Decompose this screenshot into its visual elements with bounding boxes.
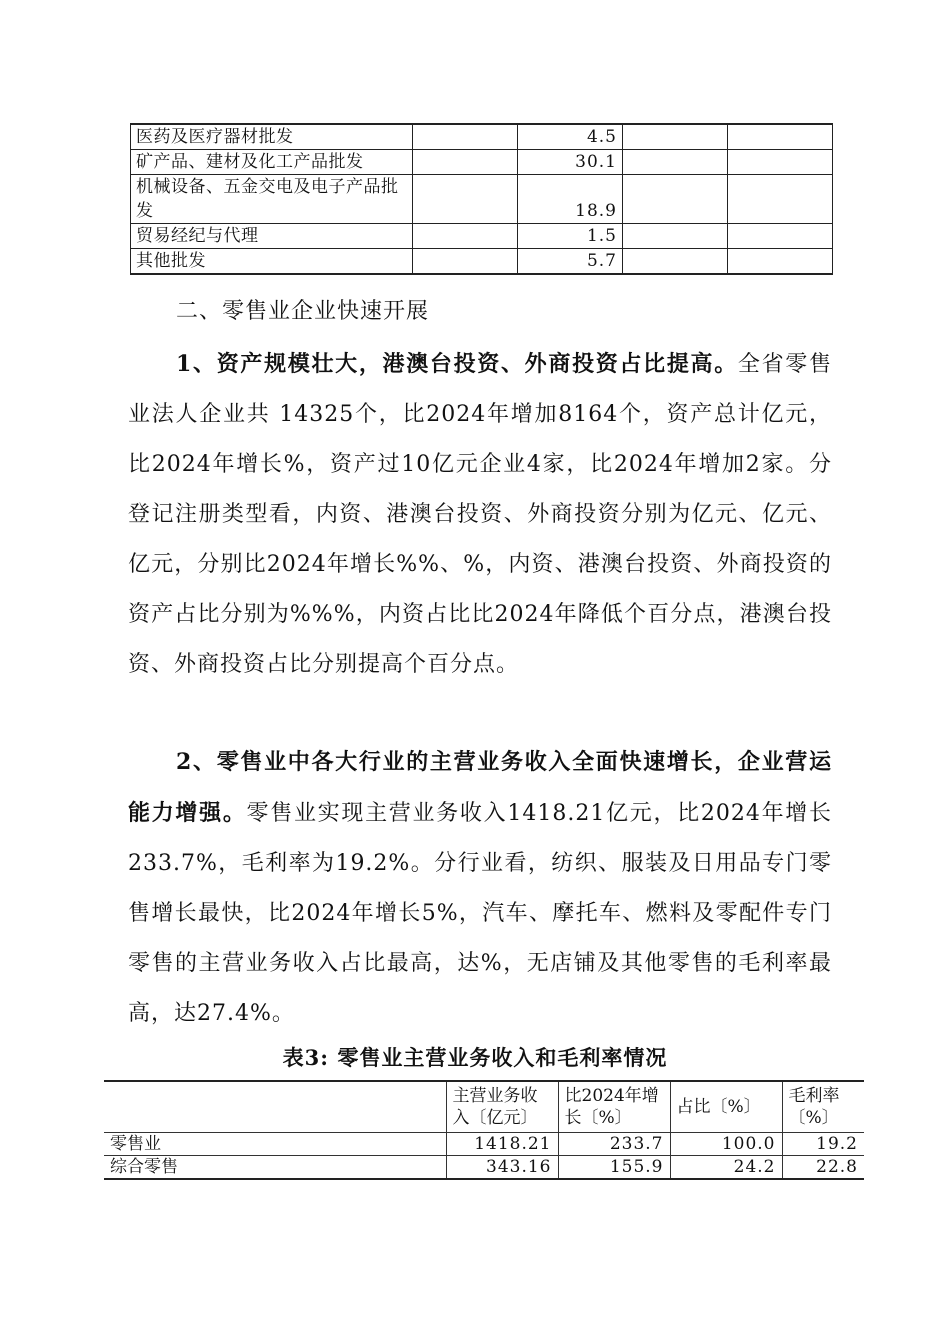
row-revenue: 1418.21 [446,1133,558,1156]
paragraph-assets [128,339,832,690]
empty-cell [623,150,728,175]
paragraph-body: 零售业实现主营业务收入1418.21亿元，比2024年增长233.7%，毛利率为19.2%。分行业看，纺织、服装及日用品专门零售增长最快，比2024年增长5%，汽车、摩托车、燃料及零配件专门零售的主营业务收入占比最高，达%，无店铺及其他零售的毛利率最高，达27.4%。 [128,801,832,1026]
row-growth: 155.9 [558,1156,670,1180]
row-value: 1.5 [518,224,623,249]
table-row [131,150,833,175]
row-value: 5.7 [518,249,623,275]
row-name: 零售业 [104,1133,446,1156]
row-label: 矿产品、建材及化工产品批发 [131,150,413,175]
table-row [131,249,833,275]
table-row [131,224,833,249]
empty-cell [728,124,833,150]
empty-cell [728,249,833,275]
row-margin: 22.8 [782,1156,864,1180]
row-value: 30.1 [518,150,623,175]
row-label: 医药及医疗器材批发 [131,124,413,150]
empty-cell [413,150,518,175]
row-share: 100.0 [670,1133,782,1156]
row-revenue: 343.16 [446,1156,558,1180]
paragraph-lead: 1、资产规模壮大，港澳台投资、外商投资占比提高。 [176,351,738,377]
row-name: 综合零售 [104,1156,446,1180]
table-row [131,124,833,150]
header-cell: 占比〔%〕 [670,1081,782,1133]
paragraph-lead: 2、零售业中各大行业的主营业务收入全面快速增长，企业营运能力增强。 [128,749,832,826]
paragraph-revenue [128,737,832,1039]
empty-cell [728,224,833,249]
empty-cell [413,224,518,249]
header-cell: 比2024年增长〔%〕 [558,1081,670,1133]
header-cell: 主营业务收入〔亿元〕 [446,1081,558,1133]
retail-table [104,1080,864,1180]
section-heading: 二、零售业企业快速开展 [176,299,430,324]
empty-cell [413,249,518,275]
table-row [131,175,833,224]
empty-cell [728,150,833,175]
empty-cell [623,249,728,275]
table-header-row [104,1081,864,1133]
row-label: 其他批发 [131,249,413,275]
empty-cell [413,175,518,224]
empty-cell [623,224,728,249]
row-value: 18.9 [518,175,623,224]
table-row [104,1156,864,1180]
header-cell [104,1081,446,1133]
empty-cell [623,175,728,224]
table-caption: 表3: 零售业主营业务收入和毛利率情况 [282,1045,668,1070]
row-label: 贸易经纪与代理 [131,224,413,249]
empty-cell [413,124,518,150]
wholesale-table [130,123,833,275]
row-value: 4.5 [518,124,623,150]
empty-cell [728,175,833,224]
row-label: 机械设备、五金交电及电子产品批发 [131,175,413,224]
row-growth: 233.7 [558,1133,670,1156]
row-margin: 19.2 [782,1133,864,1156]
paragraph-body: 全省零售业法人企业共 14325个，比2024年增加8164个，资产总计亿元，比2024年增长%，资产过10亿元企业4家，比2024年增加2家。分登记注册类型看，内资、港澳台投资、外商投资分别为亿元、亿元、亿元，分别比2024年增长%%、%，内资、港澳台投资、外商投资的资产占比分别为%%%，内资占比比2024年降低个百分点，港澳台投资、外商投资占比分别提高个百分点。 [128,352,832,677]
header-cell: 毛利率〔%〕 [782,1081,864,1133]
table-row [104,1133,864,1156]
empty-cell [623,124,728,150]
row-share: 24.2 [670,1156,782,1180]
